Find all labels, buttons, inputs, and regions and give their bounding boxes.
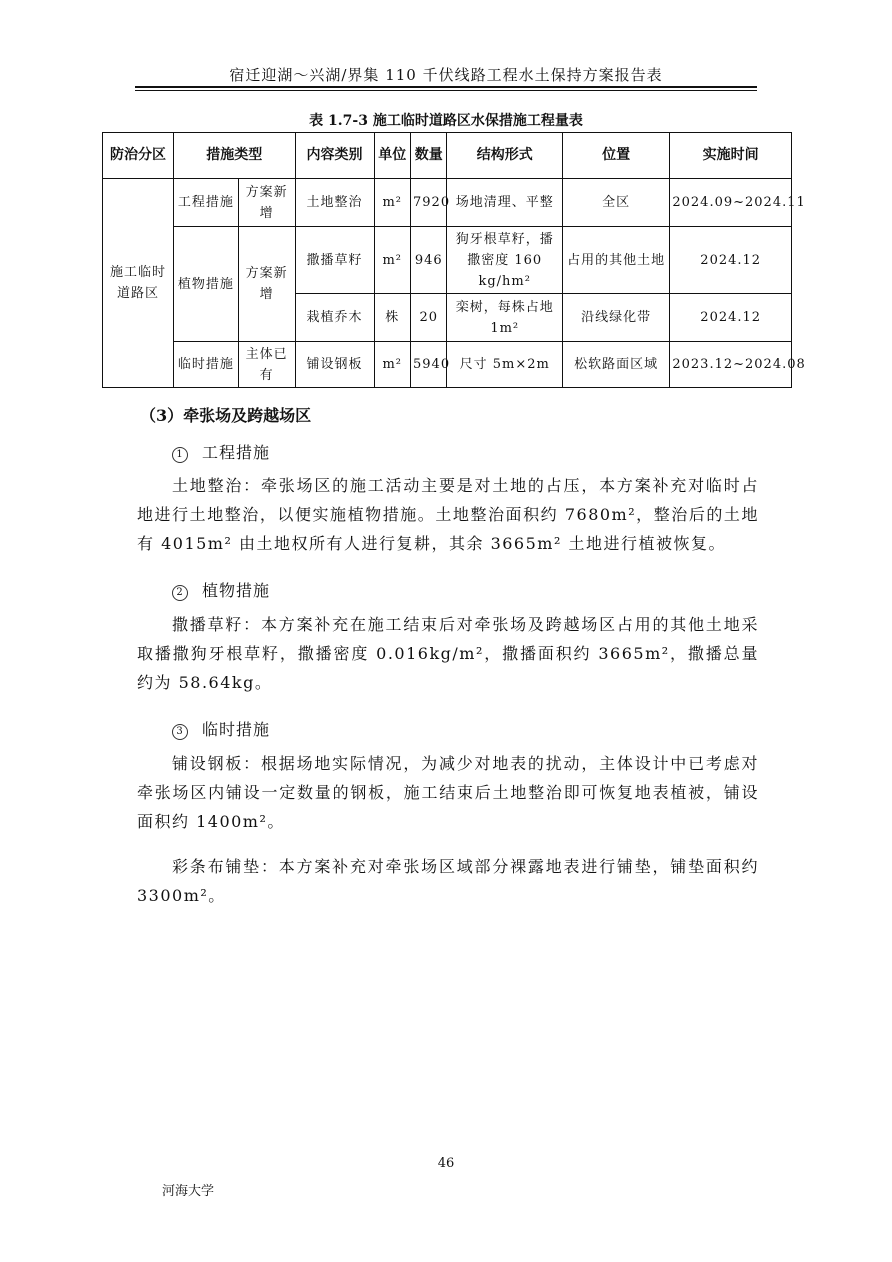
measure-type-cell: 临时措施 <box>173 342 238 388</box>
structure-cell: 狗牙根草籽，播撒密度 160 kg/hm² <box>447 227 563 294</box>
time-cell: 2024.09~2024.11 <box>670 179 792 227</box>
location-cell: 松软路面区域 <box>562 342 669 388</box>
quantity-cell: 20 <box>411 294 447 342</box>
measure-type-cell: 工程措施 <box>173 179 238 227</box>
header-rule <box>135 86 757 88</box>
table-row <box>103 342 792 388</box>
subsection-heading <box>172 717 270 740</box>
table-row <box>103 227 792 294</box>
page-number: 46 <box>437 1156 455 1171</box>
header-rule-thin <box>135 90 757 91</box>
paragraph: 铺设钢板：根据场地实际情况，为减少对地表的扰动，主体设计中已考虑对牵张场区内铺设一定数量的钢板，施工结束后土地整治即可恢复地表植被，铺设面积约 1400m²。 <box>137 754 759 831</box>
column-header: 实施时间 <box>670 133 792 179</box>
column-header: 措施类型 <box>173 133 295 179</box>
structure-cell: 栾树，每株占地1m² <box>447 294 563 342</box>
content-cell: 铺设钢板 <box>295 342 374 388</box>
content-cell: 土地整治 <box>295 179 374 227</box>
measures-table <box>102 132 806 388</box>
content-cell: 栽植乔木 <box>295 294 374 342</box>
measure-status-cell: 方案新增 <box>238 179 295 227</box>
column-header: 防治分区 <box>103 133 174 179</box>
subsection-heading <box>172 578 270 601</box>
circled-number: 3 <box>172 724 188 740</box>
paragraph: 撒播草籽：本方案补充在施工结束后对牵张场及跨越场区占用的其他土地采取播撒狗牙根草籽，撒播密度 0.016kg/m²，撒播面积约 3665m²，撒播总量约为 58.64kg。 <box>137 615 759 692</box>
table-row <box>103 179 792 227</box>
column-header: 位置 <box>562 133 669 179</box>
structure-cell: 场地清理、平整 <box>447 179 563 227</box>
table-header-row <box>103 133 792 179</box>
subsection-title: 植物措施 <box>202 581 271 600</box>
quantity-cell: 7920 <box>411 179 447 227</box>
column-header: 内容类别 <box>295 133 374 179</box>
measure-type-cell: 植物措施 <box>173 227 238 342</box>
column-header: 数量 <box>411 133 447 179</box>
circled-number: 1 <box>172 447 188 463</box>
section-heading: （3）牵张场及跨越场区 <box>140 406 312 425</box>
unit-cell: m² <box>374 342 410 388</box>
zone-cell: 施工临时道路区 <box>103 179 174 388</box>
paragraph: 彩条布铺垫：本方案补充对牵张场区域部分裸露地表进行铺垫，铺垫面积约 3300m²。 <box>137 857 759 905</box>
page-header: 宿迁迎湖～兴湖/界集 110 千伏线路工程水土保持方案报告表 <box>229 66 663 84</box>
quantity-cell: 946 <box>411 227 447 294</box>
footer-org: 河海大学 <box>162 1184 215 1199</box>
time-cell: 2024.12 <box>670 227 792 294</box>
measure-status-cell: 方案新增 <box>238 227 295 342</box>
unit-cell: 株 <box>374 294 410 342</box>
paragraph: 土地整治：牵张场区的施工活动主要是对土地的占压，本方案补充对临时占地进行土地整治，以便实施植物措施。土地整治面积约 7680m²，整治后的土地有 4015m² 由土地权所有人进行复耕，其余 3665m² 土地进行植被恢复。 <box>137 476 759 553</box>
location-cell: 全区 <box>562 179 669 227</box>
unit-cell: m² <box>374 179 410 227</box>
subsection-title: 临时措施 <box>202 720 271 739</box>
time-cell: 2023.12~2024.08 <box>670 342 792 388</box>
location-cell: 沿线绿化带 <box>562 294 669 342</box>
column-header: 结构形式 <box>447 133 563 179</box>
subsection-title: 工程措施 <box>202 443 271 462</box>
quantity-cell: 5940 <box>411 342 447 388</box>
unit-cell: m² <box>374 227 410 294</box>
time-cell: 2024.12 <box>670 294 792 342</box>
subsection-heading <box>172 440 270 463</box>
location-cell: 占用的其他土地 <box>562 227 669 294</box>
content-cell: 撒播草籽 <box>295 227 374 294</box>
circled-number: 2 <box>172 585 188 601</box>
measure-status-cell: 主体已有 <box>238 342 295 388</box>
column-header: 单位 <box>374 133 410 179</box>
structure-cell: 尺寸 5m×2m <box>447 342 563 388</box>
table-title: 表 1.7-3 施工临时道路区水保措施工程量表 <box>309 113 583 129</box>
